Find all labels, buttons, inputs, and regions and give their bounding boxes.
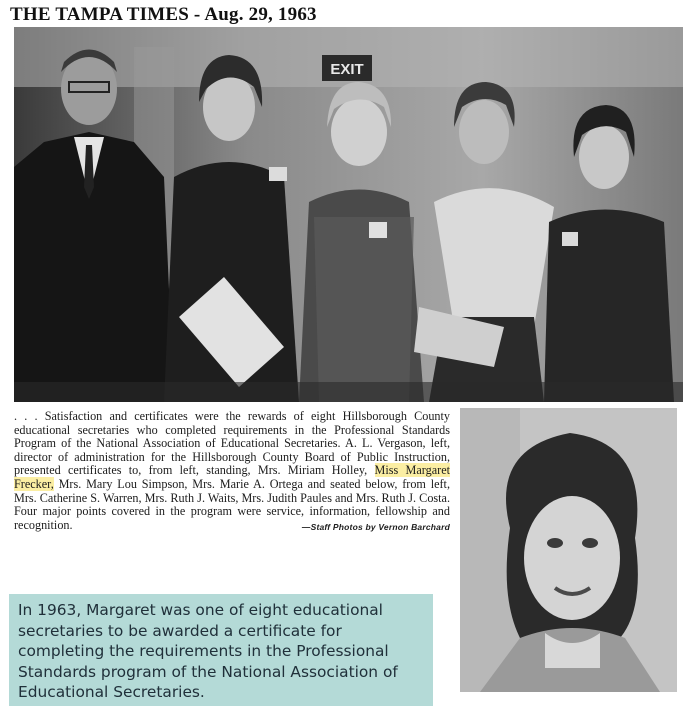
annotation-text: In 1963, Margaret was one of eight educational secretaries to be awarded a certificate for completing the requirements in the Professional Standards program of the National Association of Educational Secretaries. xyxy=(18,601,398,702)
annotation-box xyxy=(9,594,433,706)
photo-caption xyxy=(14,410,450,534)
photo-credit: —Staff Photos by Vernon Barchard xyxy=(301,521,450,532)
highlighted-name: Miss Margaret Frecker, xyxy=(14,463,450,491)
svg-text:EXIT: EXIT xyxy=(330,61,364,78)
newspaper-header: THE TAMPA TIMES - Aug. 29, 1963 xyxy=(10,4,317,25)
caption-text-after: Mrs. Mary Lou Simpson, Mrs. Marie A. Ortega and seated below, from left, Mrs. Catherine S. Warren, Mrs. Ruth J. Waits, Mrs. Judith Paules and Mrs. Ruth J. Costa. Four major points covered in the program were service, information, fellowship and recognition. xyxy=(14,476,450,532)
portrait-photo xyxy=(460,408,677,692)
caption-text-before: . . . Satisfaction and certificates were the rewards of eight Hillsborough County educational secretaries who completed requirements in the Professional Standards Program of the National Association of Educational Secretaries. A. L. Vergason, left, director of administration for the Hillsborough County Board of Public Instruction, presented certificates to, from left, standing, Mrs. Miriam Holley, xyxy=(14,409,450,478)
exit-sign xyxy=(322,55,372,81)
group-photo xyxy=(14,27,683,402)
